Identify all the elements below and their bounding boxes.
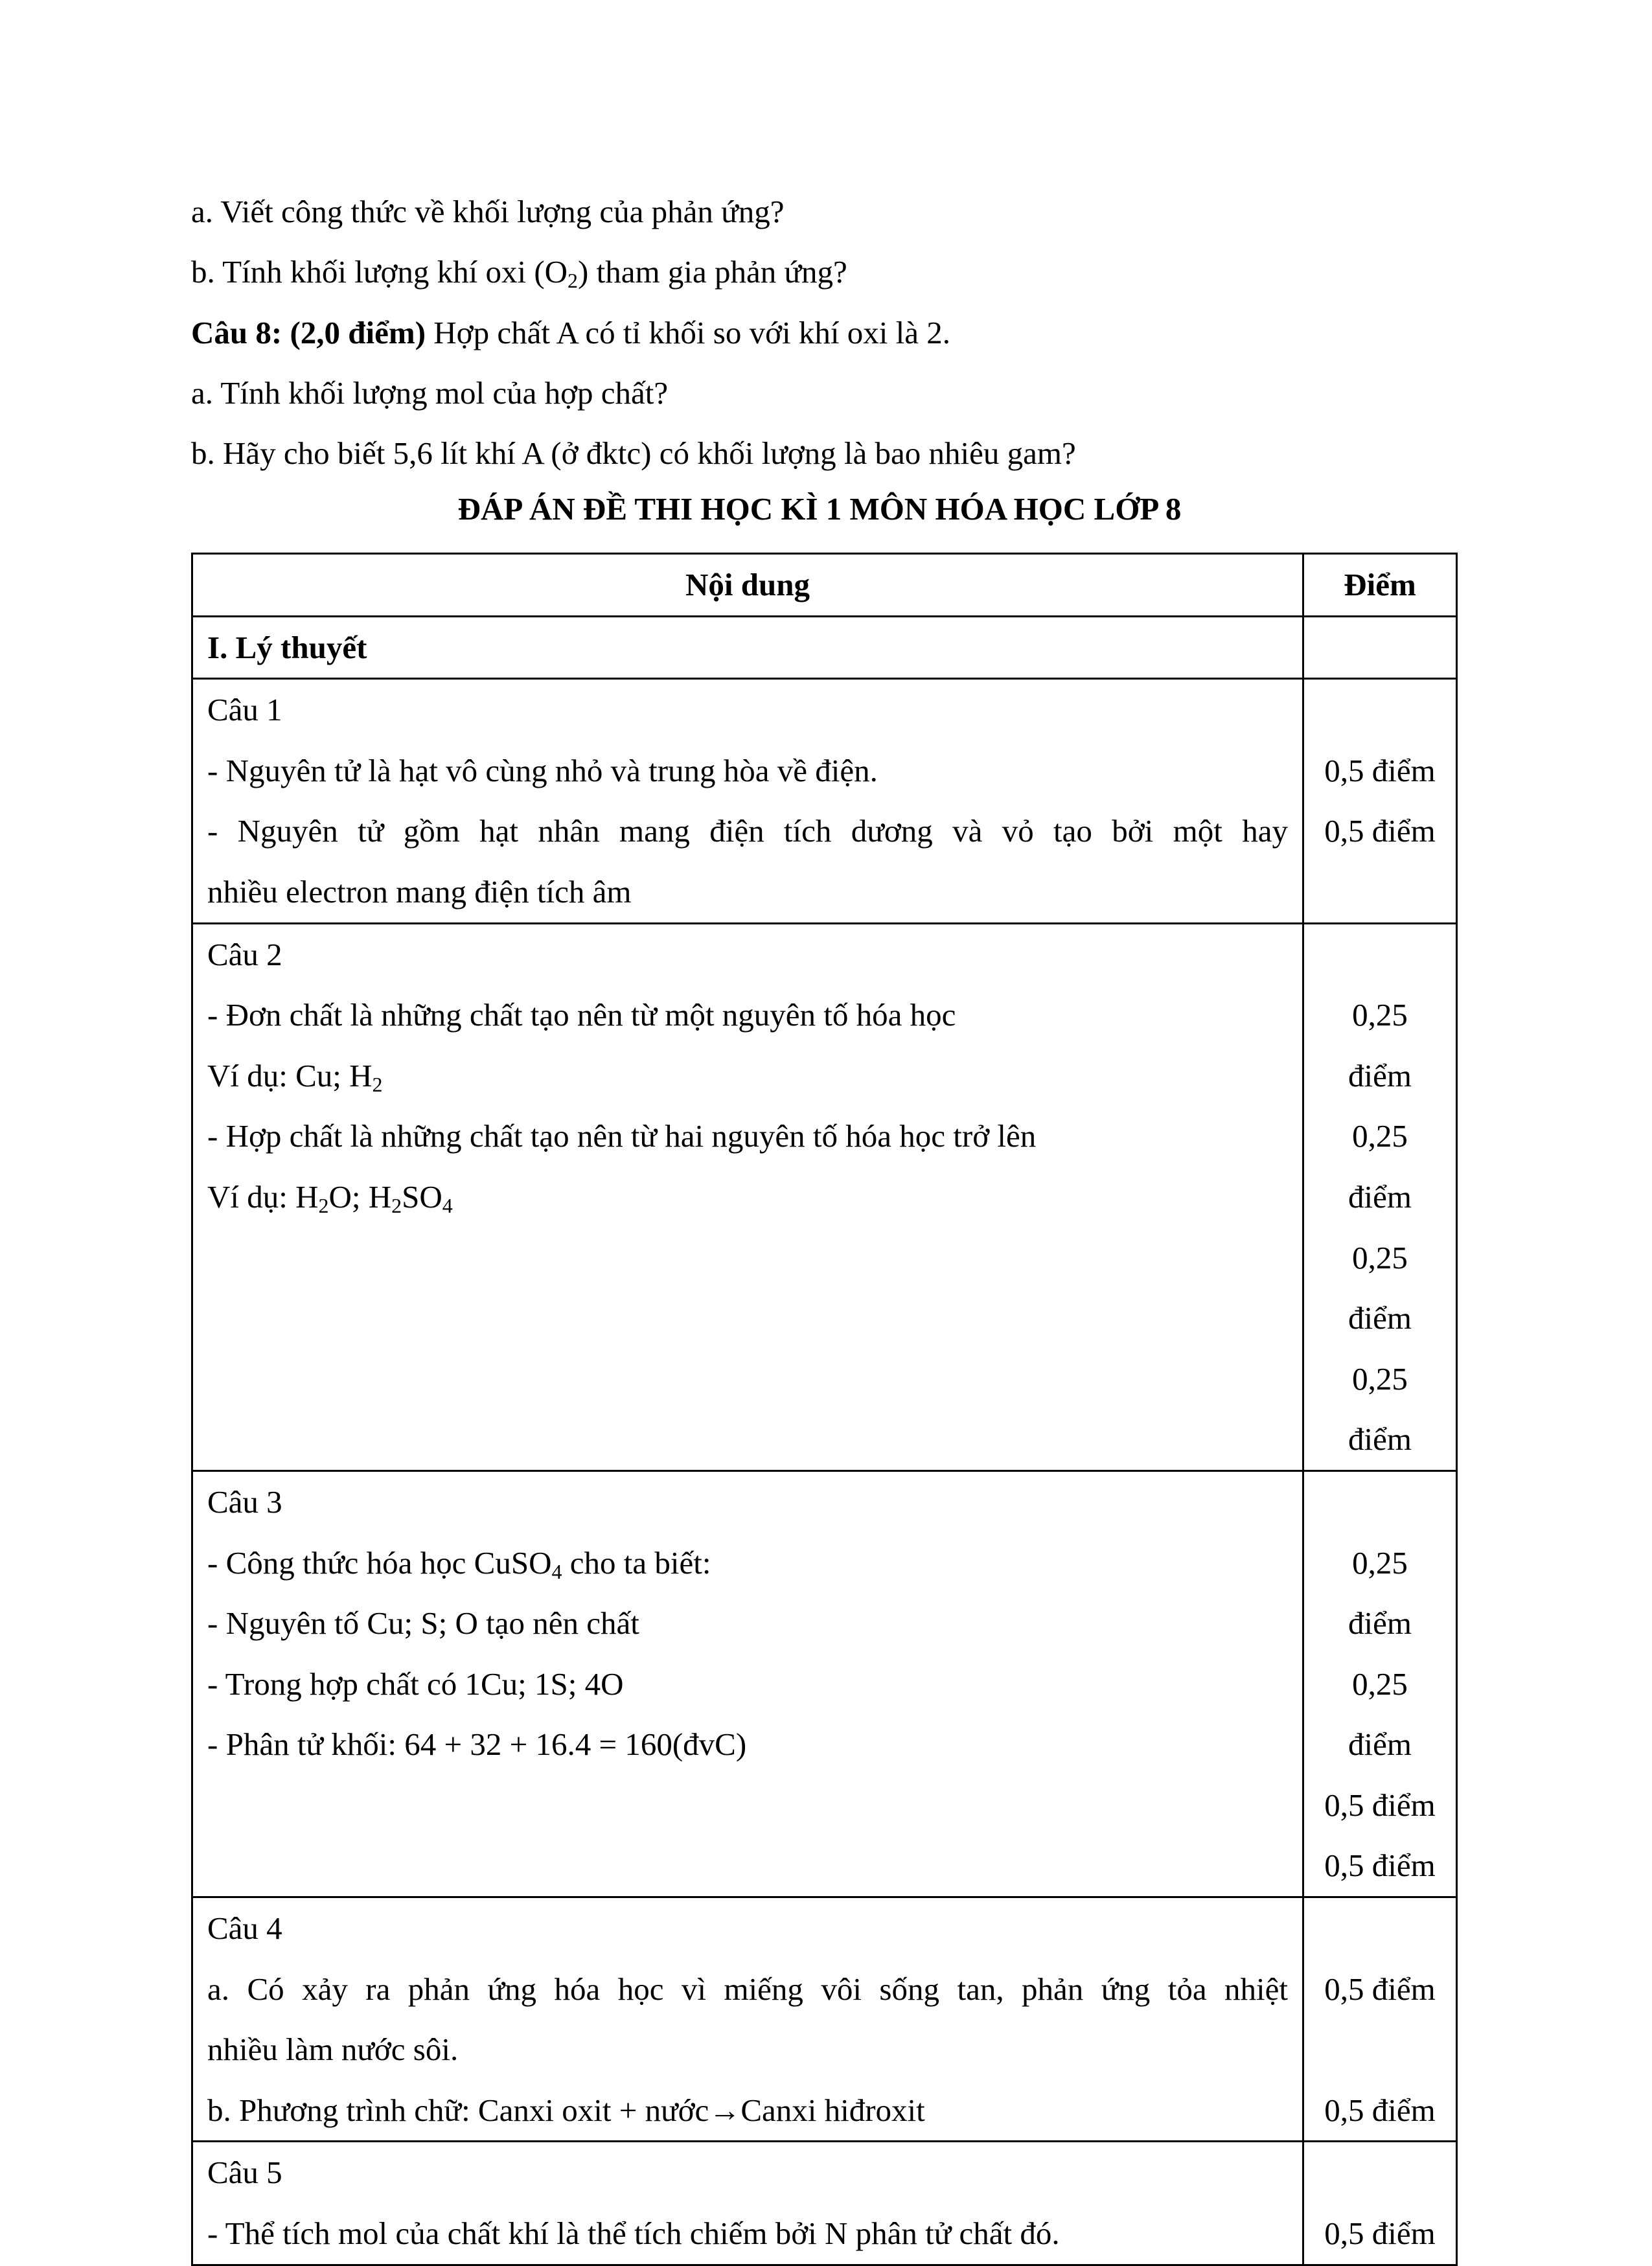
- cau3-content: [192, 1471, 1303, 1897]
- cau2-line-4: [207, 1167, 1288, 1228]
- cau1-score-2: 0,5 điểm: [1324, 813, 1436, 849]
- cau2-score-2: 0,25 điểm: [1348, 1118, 1412, 1215]
- table-row-cau5: [192, 2142, 1457, 2265]
- cau5-content: [192, 2142, 1303, 2265]
- cau2-line-4-text: Ví dụ: H: [207, 1178, 319, 1215]
- cau2-line-2: [207, 1046, 1288, 1106]
- answer-key-title: ĐÁP ÁN ĐỀ THI HỌC KÌ 1 MÔN HÓA HỌC LỚP 8: [457, 491, 1182, 527]
- cau4-line-3: [207, 2080, 1288, 2141]
- cau2-line-4-mid-2: SO: [402, 1178, 442, 1215]
- cau5-scores: [1303, 2142, 1457, 2265]
- question-7b-subscript: 2: [568, 269, 579, 292]
- cau3-score-2: 0,25 điểm: [1348, 1665, 1412, 1763]
- cau2-scores: [1303, 923, 1457, 1471]
- cau3-line-3: - Trong hợp chất có 1Cu; 1S; 4O: [207, 1665, 624, 1702]
- cau5-score-1: 0,5 điểm: [1324, 2215, 1436, 2252]
- cau3-line-1: [207, 1533, 1288, 1594]
- cau2-line-1: - Đơn chất là những chất tạo nên từ một nguyên tố hóa học: [207, 997, 956, 1033]
- cau2-line-4-mid: O; H: [328, 1178, 392, 1215]
- cau1-scores: [1303, 679, 1457, 923]
- question-7a: a. Viết công thức về khối lượng của phản ứng?: [191, 194, 785, 229]
- cau3-line-1-text: - Công thức hóa học CuSO: [207, 1544, 552, 1581]
- cau1-line-1: - Nguyên tử là hạt vô cùng nhỏ và trung hòa về điện.: [207, 752, 878, 788]
- cau1-line-2: - Nguyên tử gồm hạt nhân mang điện tích dương và vỏ tạo bởi một hay: [207, 813, 1288, 849]
- cau1-score-1: 0,5 điểm: [1324, 752, 1436, 788]
- cau2-line-4-sub-2: 2: [391, 1193, 402, 1217]
- cau5-line-1: - Thể tích mol của chất khí là thể tích chiếm bởi N phân tử chất đó.: [207, 2215, 1060, 2252]
- question-8-text: Hợp chất A có tỉ khối so với khí oxi là 2.: [426, 315, 950, 350]
- question-8b: b. Hãy cho biết 5,6 lít khí A (ở đktc) có khối lượng là bao nhiêu gam?: [191, 435, 1076, 471]
- question-7b-post: ) tham gia phản ứng?: [578, 254, 847, 290]
- cau1-heading: Câu 1: [207, 692, 282, 728]
- arrow-right-icon: →: [709, 2092, 741, 2128]
- header-score: Điểm: [1303, 554, 1457, 617]
- cau3-line-1-sub: 4: [551, 1559, 562, 1583]
- cau3-score-1: 0,25 điểm: [1348, 1544, 1412, 1642]
- cau1-content: [192, 679, 1303, 923]
- question-7b-pre: b. Tính khối lượng khí oxi (O: [191, 254, 568, 290]
- answer-table: [191, 553, 1458, 2266]
- table-row-cau1: [192, 679, 1457, 923]
- cau4-line-1: a. Có xảy ra phản ứng hóa học vì miếng vôi sống tan, phản ứng tỏa nhiệt: [207, 1971, 1288, 2007]
- cau4-line-2: nhiều làm nước sôi.: [207, 2031, 459, 2068]
- question-7b: [191, 253, 847, 292]
- cau2-score-3: 0,25 điểm: [1348, 1239, 1412, 1336]
- cau4-scores: [1303, 1897, 1457, 2142]
- section-theory-score: [1303, 616, 1457, 679]
- table-row-section: [192, 616, 1457, 679]
- question-8: [191, 314, 950, 352]
- cau2-score-1: 0,25 điểm: [1348, 997, 1412, 1093]
- section-theory: I. Lý thuyết: [192, 616, 1303, 679]
- cau1-line-3: nhiều electron mang điện tích âm: [207, 873, 632, 910]
- cau2-heading: Câu 2: [207, 936, 282, 972]
- cau3-score-3: 0,5 điểm: [1324, 1787, 1436, 1823]
- question-8-label: Câu 8: (2,0 điểm): [191, 315, 426, 350]
- table-row-cau3: [192, 1471, 1457, 1897]
- question-8a: a. Tính khối lượng mol của hợp chất?: [191, 375, 669, 411]
- header-content: Nội dung: [192, 554, 1303, 617]
- table-header-row: [192, 554, 1457, 617]
- cau3-scores: [1303, 1471, 1457, 1897]
- cau4-line-3-text: b. Phương trình chữ: Canxi oxit + nước: [207, 2092, 709, 2128]
- cau3-score-4: 0,5 điểm: [1324, 1848, 1436, 1884]
- cau2-line-4-sub-1: 2: [318, 1193, 329, 1217]
- cau3-line-2: - Nguyên tố Cu; S; O tạo nên chất: [207, 1605, 639, 1642]
- cau5-heading: Câu 5: [207, 2155, 282, 2191]
- cau4-line-3-post: Canxi hiđroxit: [740, 2092, 925, 2128]
- table-row-cau2: [192, 923, 1457, 1471]
- cau4-score-2: 0,5 điểm: [1324, 2092, 1436, 2128]
- cau3-heading: Câu 3: [207, 1483, 282, 1520]
- cau2-line-2-sub: 2: [372, 1072, 383, 1096]
- cau2-line-4-sub-3: 4: [442, 1193, 453, 1217]
- cau2-score-4: 0,25 điểm: [1348, 1360, 1412, 1458]
- cau4-heading: Câu 4: [207, 1910, 282, 1947]
- table-row-cau4: [192, 1897, 1457, 2142]
- cau2-line-2-text: Ví dụ: Cu; H: [207, 1057, 373, 1093]
- cau2-content: [192, 923, 1303, 1471]
- cau4-content: [192, 1897, 1303, 2142]
- cau2-line-3: - Hợp chất là những chất tạo nên từ hai nguyên tố hóa học trở lên: [207, 1118, 1037, 1154]
- cau4-score-1: 0,5 điểm: [1324, 1971, 1436, 2007]
- cau3-line-4: - Phân tử khối: 64 + 32 + 16.4 = 160(đvC): [207, 1726, 747, 1763]
- cau3-line-1-post: cho ta biết:: [562, 1544, 711, 1581]
